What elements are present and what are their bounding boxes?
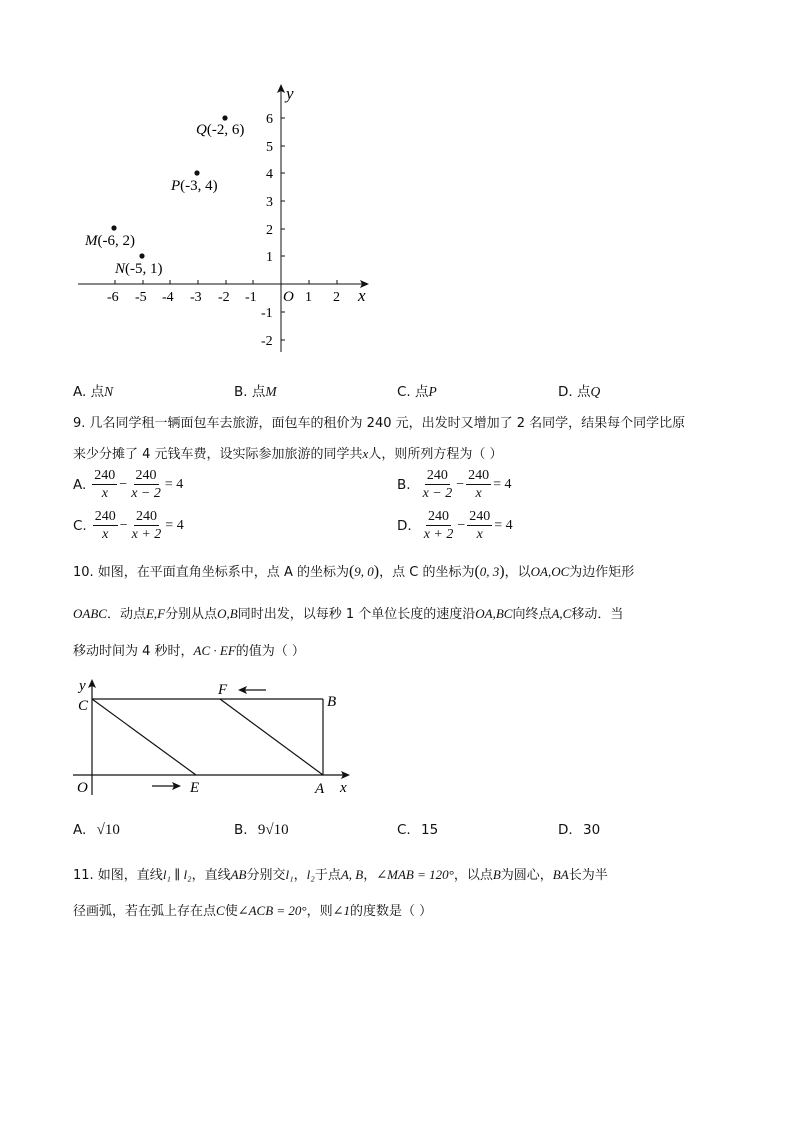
q9-option-d[interactable]: D. $\frac{240}{x + 2}$ − $\frac{240}{x}$ = 4: [397, 509, 513, 542]
q8-option-c[interactable]: [397, 380, 437, 400]
option-text: 点: [251, 384, 266, 400]
x-tick-label: -4: [162, 290, 174, 305]
svg-text:Q(-2, 6): [196, 122, 244, 138]
option-text: √10: [96, 822, 120, 838]
q9-option-b[interactable]: B. $\frac{240}{x - 2}$ − $\frac{240}{x}$ = 4: [397, 468, 512, 501]
q10-rectangle-figure: [68, 672, 368, 802]
x-tick-label: -2: [218, 290, 230, 305]
q10-stem-line3: 移动时间为 4 秒时，AC · EF的值为（ ）: [73, 643, 305, 659]
q9-option-c[interactable]: C. $\frac{240}{x}$ − $\frac{240}{x + 2}$ = 4: [73, 509, 184, 542]
y-tick-label: 1: [266, 250, 273, 265]
svg-text:M(-6, 2): [84, 233, 135, 249]
q10-option-c[interactable]: [397, 822, 438, 838]
point-n-coords: (-5, 1): [125, 261, 163, 277]
point-p-coords: (-3, 4): [180, 178, 218, 194]
option-letter: B.: [234, 384, 248, 400]
label-c: C: [78, 698, 89, 714]
origin-label: O: [283, 289, 294, 305]
option-text: 15: [421, 822, 439, 838]
q8-option-a[interactable]: [73, 380, 113, 400]
option-letter: C.: [73, 517, 87, 534]
segment-fa: [220, 699, 323, 775]
option-text: 30: [582, 822, 601, 838]
label-o: O: [77, 780, 88, 796]
q9-option-a[interactable]: A. $\frac{240}{x}$ − $\frac{240}{x - 2}$ = 4: [73, 468, 184, 501]
q8-option-d[interactable]: [558, 380, 600, 400]
point-q: [222, 115, 227, 120]
label-a: A: [315, 781, 325, 797]
label-e: E: [190, 780, 200, 796]
point-n-name: N: [115, 261, 126, 277]
point-n: [139, 253, 144, 258]
q10-stem-line2: OABC．动点E,F分别从点O,B同时出发，以每秒 1 个单位长度的速度沿OA,BC向终点A,C移动．当: [73, 606, 624, 622]
svg-text:N(-5, 1): [114, 261, 163, 277]
q9-stem-line1: 9. 几名同学租一辆面包车去旅游，面包车的租价为 240 元，出发时又增加了 2 名同学，结果每个同学比原: [73, 416, 686, 431]
y-tick-label: 4: [266, 167, 273, 182]
x-tick-label: 1: [305, 290, 312, 305]
point-q-name: Q: [196, 122, 207, 138]
y-axis-label: y: [286, 84, 294, 103]
y-tick-label: 3: [266, 195, 273, 210]
option-letter: D.: [397, 517, 412, 534]
option-letter: D.: [558, 384, 573, 400]
option-letter: D.: [558, 822, 573, 838]
q10-option-a[interactable]: [73, 822, 120, 839]
q8-option-b[interactable]: [234, 380, 277, 400]
option-text: 点: [90, 384, 105, 400]
y-tick-label: -1: [261, 306, 273, 321]
y-tick-label: -2: [261, 334, 273, 349]
option-letter: A.: [73, 822, 87, 838]
segment-ce: [92, 699, 196, 775]
point-m-coords: (-6, 2): [97, 233, 135, 249]
option-text: 9√10: [257, 822, 289, 838]
option-letter: C.: [397, 384, 411, 400]
label-b: B: [327, 694, 337, 710]
option-letter: A.: [73, 384, 87, 400]
label-x: x: [340, 780, 347, 796]
option-letter: B.: [397, 476, 411, 493]
svg-text:P(-3, 4): [170, 178, 218, 194]
q10-option-b[interactable]: [234, 822, 289, 839]
x-tick-label: -6: [107, 290, 119, 305]
option-var: P: [428, 384, 437, 399]
point-q-coords: (-2, 6): [206, 122, 245, 138]
option-text: 点: [576, 384, 591, 400]
y-tick-label: 2: [266, 223, 273, 238]
option-var: N: [104, 384, 114, 399]
option-var: Q: [590, 384, 601, 399]
option-var: M: [265, 384, 277, 399]
x-tick-label: -5: [135, 290, 147, 305]
x-axis-label: x: [358, 286, 366, 305]
x-tick-label: 2: [333, 290, 340, 305]
label-f: F: [218, 682, 228, 698]
option-letter: B.: [234, 822, 248, 838]
coordinate-graph: [70, 80, 390, 370]
option-letter: C.: [397, 822, 411, 838]
q9-stem-line2: 来少分摊了 4 元钱车费，设实际参加旅游的同学共x人，则所列方程为（ ）: [73, 446, 503, 462]
option-letter: A.: [73, 476, 87, 493]
q10-option-d[interactable]: [558, 822, 600, 838]
x-tick-label: -1: [245, 290, 257, 305]
y-tick-label: 6: [266, 112, 273, 127]
option-text: 点: [415, 384, 429, 400]
y-tick-label: 5: [266, 140, 273, 155]
point-m: [111, 225, 116, 230]
point-p-name: P: [171, 178, 181, 194]
label-y: y: [79, 678, 86, 694]
q10-stem-line1: 10. 如图，在平面直角坐标系中，点 A 的坐标为(9, 0)，点 C 的坐标为(0, 3)，以OA,OC为边作矩形: [73, 563, 635, 580]
q11-stem-line1: 11. 如图，直线l₁ ∥ l₂，直线AB分别交l₁，l₂于点A, B，∠MAB = 120°，以点B为圆心，BA长为半: [73, 867, 608, 883]
point-m-name: M: [85, 233, 98, 249]
q11-stem-line2: 径画弧，若在弧上存在点C使∠ACB = 20°，则∠1的度数是（ ）: [73, 903, 433, 919]
x-tick-label: -3: [190, 290, 202, 305]
point-p: [194, 170, 199, 175]
